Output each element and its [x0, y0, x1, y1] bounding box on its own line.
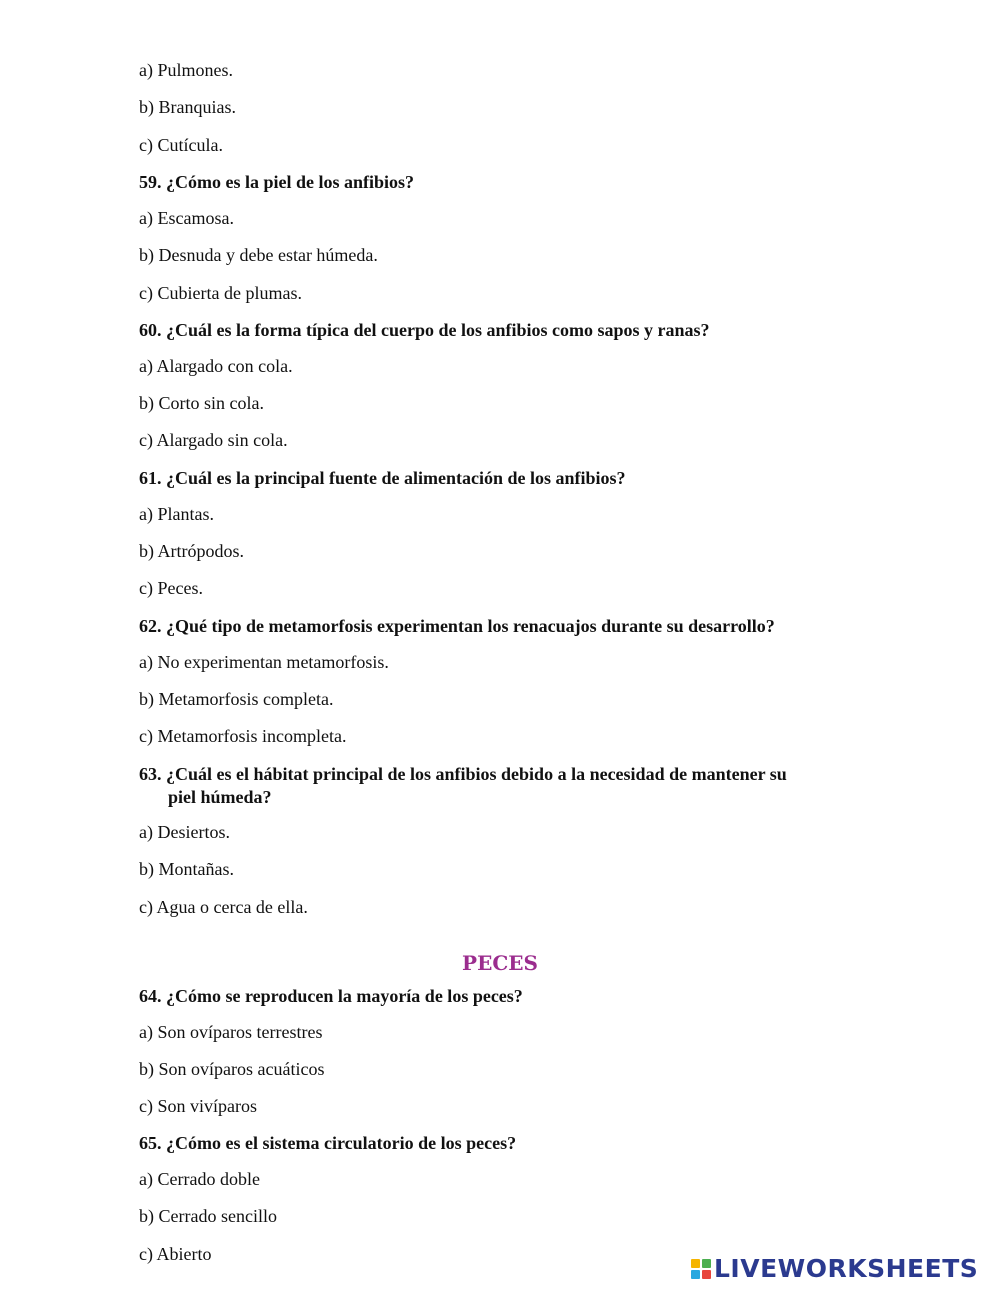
option-58c: c) Cutícula. [139, 135, 223, 155]
question-63-continuation: piel húmeda? [168, 787, 272, 807]
option-59a: a) Escamosa. [139, 208, 234, 228]
option-65a: a) Cerrado doble [139, 1169, 260, 1189]
logo-mark-square [702, 1270, 711, 1279]
section-title: PECES [462, 951, 538, 975]
option-62b: b) Metamorfosis completa. [139, 689, 334, 709]
option-62a: a) No experimentan metamorfosis. [139, 652, 389, 672]
option-62c: c) Metamorfosis incompleta. [139, 726, 347, 746]
question-65: 65. ¿Cómo es el sistema circulatorio de los peces? [139, 1133, 517, 1153]
logo-text: LIVEWORKSHEETS [714, 1254, 979, 1283]
logo-mark-square [691, 1270, 700, 1279]
option-58b: b) Branquias. [139, 97, 236, 117]
option-60a: a) Alargado con cola. [139, 356, 293, 376]
question-61: 61. ¿Cuál es la principal fuente de alimentación de los anfibios? [139, 468, 626, 488]
option-65c: c) Abierto [139, 1244, 212, 1264]
logo-mark-icon [691, 1259, 711, 1279]
logo-mark-square [691, 1259, 700, 1268]
logo-mark-square [702, 1259, 711, 1268]
question-59: 59. ¿Cómo es la piel de los anfibios? [139, 172, 415, 192]
option-61a: a) Plantas. [139, 504, 214, 524]
liveworksheets-logo [691, 1253, 978, 1285]
option-61b: b) Artrópodos. [139, 541, 244, 561]
option-63b: b) Montañas. [139, 859, 234, 879]
option-59b: b) Desnuda y debe estar húmeda. [139, 245, 378, 265]
option-63c: c) Agua o cerca de ella. [139, 897, 308, 917]
option-60b: b) Corto sin cola. [139, 393, 264, 413]
question-64: 64. ¿Cómo se reproducen la mayoría de los peces? [139, 986, 523, 1006]
question-62: 62. ¿Qué tipo de metamorfosis experimentan los renacuajos durante su desarrollo? [139, 616, 775, 636]
question-63: 63. ¿Cuál es el hábitat principal de los anfibios debido a la necesidad de mantener su [139, 764, 787, 784]
option-61c: c) Peces. [139, 578, 203, 598]
option-58a: a) Pulmones. [139, 60, 233, 80]
option-59c: c) Cubierta de plumas. [139, 283, 302, 303]
question-60: 60. ¿Cuál es la forma típica del cuerpo de los anfibios como sapos y ranas? [139, 320, 710, 340]
option-64c: c) Son vivíparos [139, 1096, 257, 1116]
option-60c: c) Alargado sin cola. [139, 430, 288, 450]
option-65b: b) Cerrado sencillo [139, 1206, 277, 1226]
option-63a: a) Desiertos. [139, 822, 230, 842]
option-64b: b) Son ovíparos acuáticos [139, 1059, 325, 1079]
option-64a: a) Son ovíparos terrestres [139, 1022, 323, 1042]
